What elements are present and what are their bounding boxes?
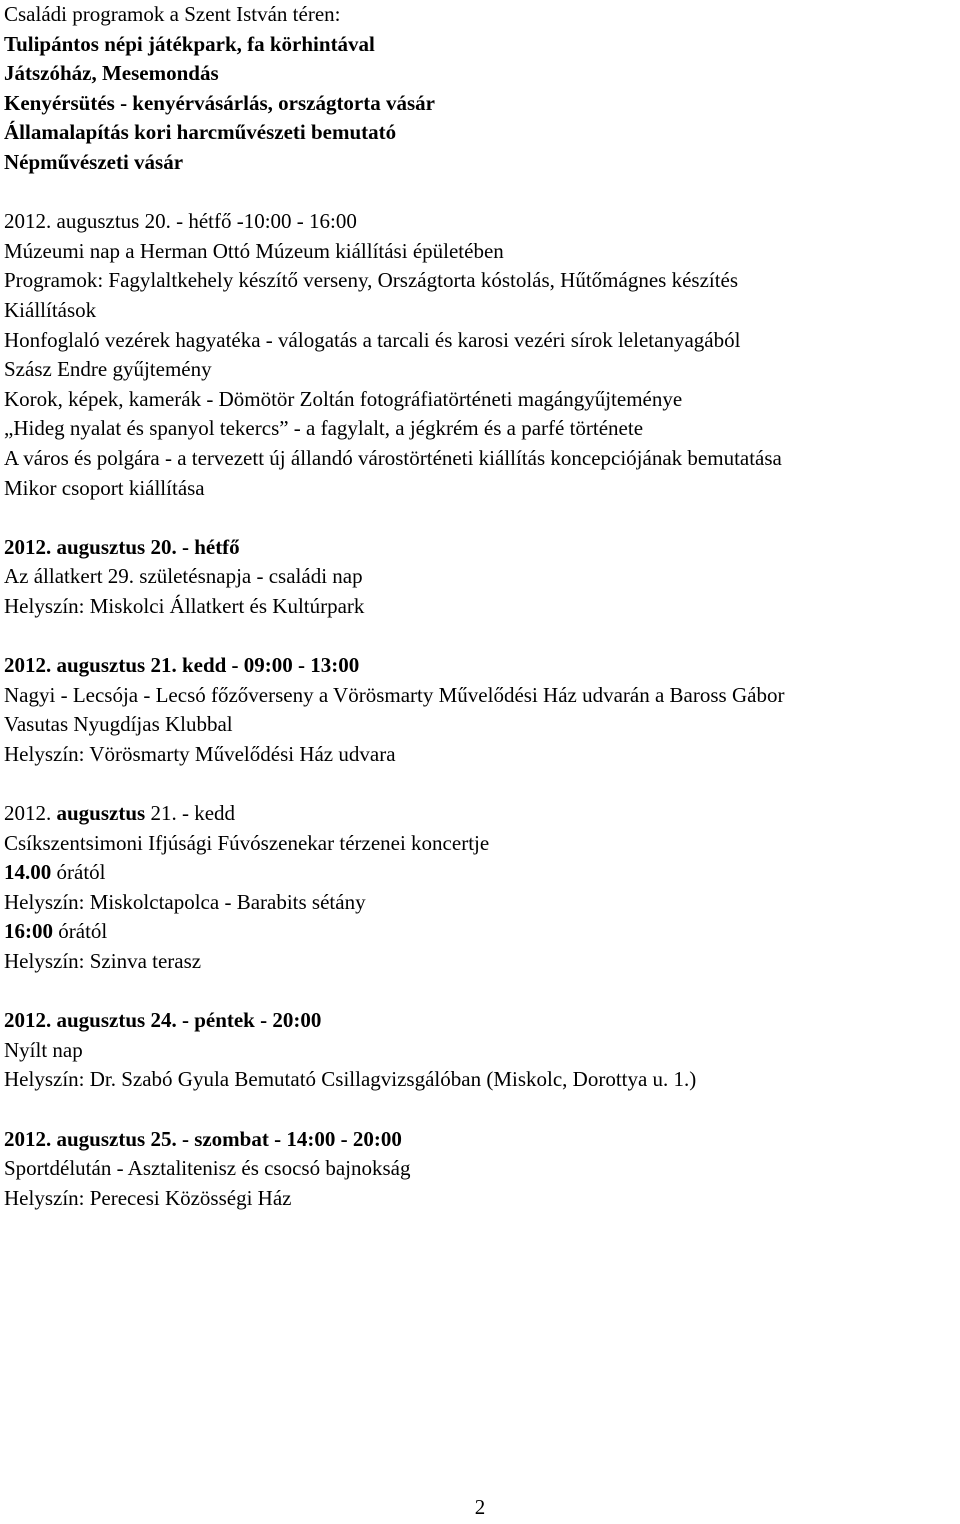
event-heading-day: 21. - kedd — [145, 801, 236, 826]
spacer — [4, 621, 958, 651]
event-location: Helyszín: Miskolctapolca - Barabits sétány — [4, 889, 366, 914]
family-program-item: Kenyérsütés - kenyérvásárlás, országtorta vásár — [4, 90, 435, 115]
event-location: Helyszín: Perecesi Közösségi Ház — [4, 1185, 292, 1210]
event-line: Nyílt nap — [4, 1037, 83, 1062]
event-line: Korok, képek, kamerák - Dömötör Zoltán fotográfiatörténeti magángyűjteménye — [4, 386, 683, 411]
event-location: Helyszín: Szinva terasz — [4, 949, 202, 973]
event-date: 2012. augusztus 20. — [4, 209, 171, 234]
event-line: Helyszín: Vörösmarty Művelődési Ház udvara — [4, 741, 396, 766]
event-heading — [4, 799, 958, 829]
event-line: Kiállítások — [4, 297, 97, 322]
family-program-item: Népművészeti vásár — [4, 149, 184, 174]
family-program-item: Tulipántos népi játékpark, fa körhintával — [4, 31, 375, 56]
document-page — [4, 0, 958, 1213]
family-programs-intro: Családi programok a Szent István téren: — [4, 2, 341, 26]
spacer — [4, 977, 958, 1007]
spacer — [4, 1095, 958, 1125]
event-line: Nagyi - Lecsója - Lecsó főzőverseny a Vörösmarty Művelődési Ház udvarán a Baross Gábor — [4, 682, 785, 707]
event-time: 14.00 — [4, 860, 52, 885]
spacer — [4, 503, 958, 533]
event-heading: 2012. augusztus 21. kedd - 09:00 - 13:00 — [4, 653, 360, 678]
event-heading: 2012. augusztus 25. - szombat - 14:00 - 20:00 — [4, 1126, 402, 1151]
event-line: Mikor csoport kiállítása — [4, 475, 205, 500]
event-heading-month: augusztus — [56, 801, 146, 826]
event-location: Helyszín: Dr. Szabó Gyula Bemutató Csillagvizsgálóban (Miskolc, Dorottya u. 1.) — [4, 1067, 697, 1092]
event-heading: 2012. augusztus 24. - péntek - 20:00 — [4, 1008, 322, 1033]
event-time-suffix: órától — [51, 860, 106, 885]
event-heading-year: 2012. — [4, 801, 57, 826]
spacer — [4, 769, 958, 799]
event-line: Honfoglaló vezérek hagyatéka - válogatás a tarcali és karosi vezéri sírok leletanyagából — [4, 327, 741, 352]
event-time-line — [4, 917, 958, 947]
event-time: 16:00 — [4, 919, 53, 944]
event-line: „Hideg nyalat és spanyol tekercs” - a fagylalt, a jégkrém és a parfé története — [4, 416, 644, 441]
event-line: Helyszín: Miskolci Állatkert és Kultúrpark — [4, 593, 365, 618]
event-line: A város és polgára - a tervezett új állandó várostörténeti kiállítás koncepciójának bemutatása — [4, 445, 782, 470]
family-program-item: Államalapítás kori harcművészeti bemutató — [4, 120, 397, 145]
event-line: Szász Endre gyűjtemény — [4, 357, 212, 382]
event-line: Az állatkert 29. születésnapja - családi nap — [4, 564, 363, 589]
event-heading — [4, 207, 958, 237]
event-line: Programok: Fagylaltkehely készítő verseny, Országtorta kóstolás, Hűtőmágnes készítés — [4, 268, 739, 293]
event-line: Sportdélután - Asztalitenisz és csocsó bajnokság — [4, 1156, 411, 1181]
event-time-suffix: órától — [53, 919, 108, 944]
event-heading: 2012. augusztus 20. - hétfő — [4, 534, 240, 559]
event-time: - hétfő -10:00 - 16:00 — [170, 209, 357, 234]
event-line: Vasutas Nyugdíjas Klubbal — [4, 712, 233, 737]
page-number: 2 — [474, 1495, 486, 1519]
event-line: Csíkszentsimoni Ifjúsági Fúvószenekar térzenei koncertje — [4, 830, 490, 855]
event-time-line — [4, 858, 958, 888]
spacer — [4, 178, 958, 208]
family-program-item: Játszóház, Mesemondás — [4, 61, 219, 86]
event-line: Múzeumi nap a Herman Ottó Múzeum kiállítási épületében — [4, 238, 504, 263]
